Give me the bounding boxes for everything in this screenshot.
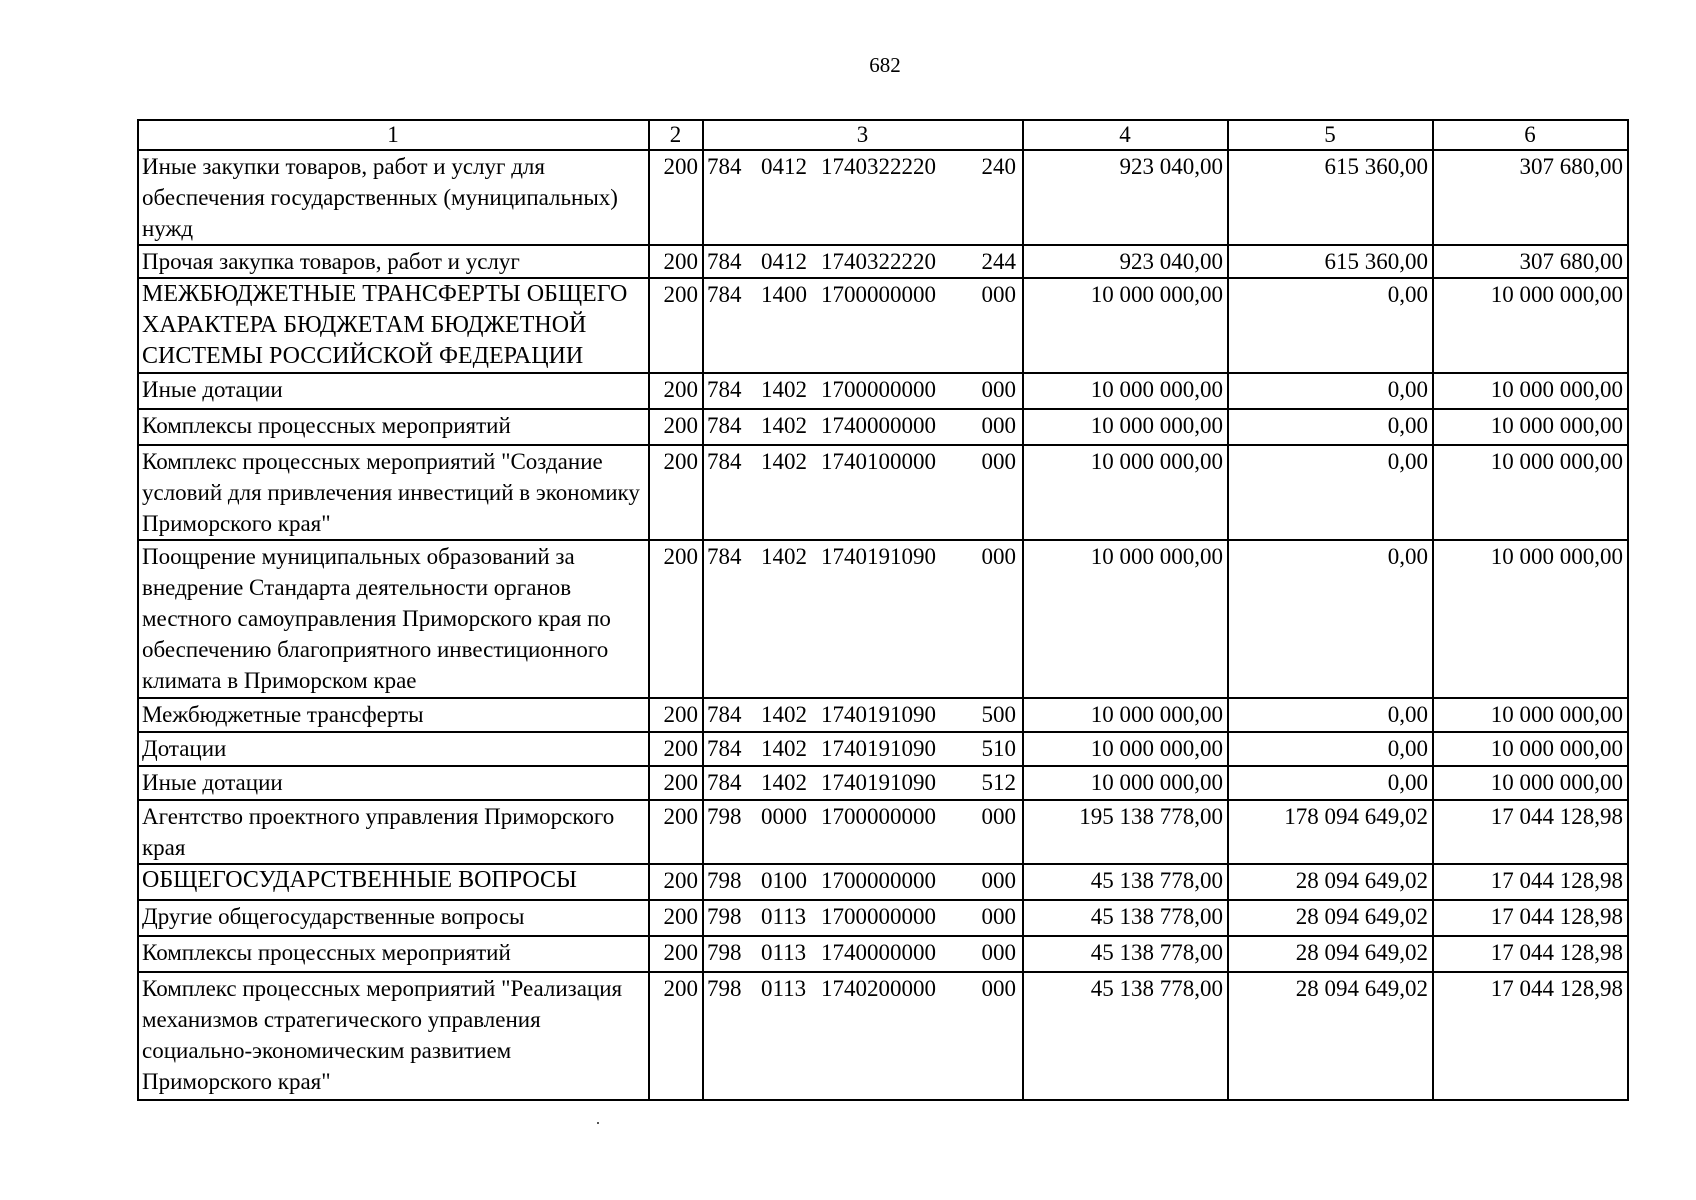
amount-5: 28 094 649,02 <box>1228 972 1433 1100</box>
section-code: 0412 <box>761 154 807 179</box>
expense-type-code: 000 <box>981 868 1016 893</box>
table-row <box>138 972 1628 1100</box>
row-classification <box>703 864 1023 900</box>
row-classification <box>703 278 1023 373</box>
table-row <box>138 864 1628 900</box>
expense-type-code: 244 <box>981 249 1016 274</box>
row-classification <box>703 900 1023 936</box>
table-row <box>138 445 1628 540</box>
row-code: 200 <box>649 373 703 409</box>
amount-5: 615 360,00 <box>1228 245 1433 278</box>
section-code: 0412 <box>761 249 807 274</box>
target-code: 1700000000 <box>821 804 936 829</box>
row-name: Комплекс процессных мероприятий "Реализация механизмов стратегического управления социально-экономическим развитием Приморского края" <box>138 972 649 1100</box>
ved-code: 798 <box>707 904 742 929</box>
amount-5: 0,00 <box>1228 445 1433 540</box>
amount-4: 195 138 778,00 <box>1023 800 1228 864</box>
amount-5: 0,00 <box>1228 766 1433 800</box>
amount-6: 10 000 000,00 <box>1433 698 1628 732</box>
table-row <box>138 150 1628 245</box>
amount-5: 0,00 <box>1228 732 1433 766</box>
expense-type-code: 510 <box>981 736 1016 761</box>
row-classification <box>703 972 1023 1100</box>
amount-6: 17 044 128,98 <box>1433 864 1628 900</box>
ved-code: 798 <box>707 940 742 965</box>
amount-5: 0,00 <box>1228 540 1433 698</box>
expense-type-code: 000 <box>981 940 1016 965</box>
amount-4: 10 000 000,00 <box>1023 698 1228 732</box>
target-code: 1740191090 <box>821 736 936 761</box>
amount-4: 45 138 778,00 <box>1023 972 1228 1100</box>
table-row <box>138 409 1628 445</box>
table-row <box>138 900 1628 936</box>
expense-type-code: 000 <box>981 377 1016 402</box>
amount-6: 10 000 000,00 <box>1433 540 1628 698</box>
row-classification <box>703 936 1023 972</box>
ved-code: 784 <box>707 544 742 569</box>
section-code: 0113 <box>761 976 807 1001</box>
table-row <box>138 732 1628 766</box>
amount-5: 0,00 <box>1228 373 1433 409</box>
amount-6: 10 000 000,00 <box>1433 278 1628 373</box>
row-classification <box>703 150 1023 245</box>
amount-4: 45 138 778,00 <box>1023 900 1228 936</box>
expense-type-code: 512 <box>981 770 1016 795</box>
row-classification <box>703 540 1023 698</box>
amount-6: 307 680,00 <box>1433 150 1628 245</box>
section-code: 1402 <box>761 736 807 761</box>
target-code: 1740200000 <box>821 976 936 1001</box>
target-code: 1700000000 <box>821 377 936 402</box>
row-code: 200 <box>649 800 703 864</box>
row-classification <box>703 766 1023 800</box>
target-code: 1740191090 <box>821 702 936 727</box>
target-code: 1700000000 <box>821 868 936 893</box>
amount-6: 17 044 128,98 <box>1433 900 1628 936</box>
row-classification <box>703 800 1023 864</box>
expense-type-code: 000 <box>981 976 1016 1001</box>
table-row <box>138 936 1628 972</box>
ved-code: 784 <box>707 282 742 307</box>
row-name: Иные дотации <box>138 373 649 409</box>
row-classification <box>703 732 1023 766</box>
expense-type-code: 000 <box>981 544 1016 569</box>
section-code: 1402 <box>761 702 807 727</box>
table-row <box>138 540 1628 698</box>
row-name: Агентство проектного управления Приморского края <box>138 800 649 864</box>
target-code: 1740322220 <box>821 249 936 274</box>
amount-5: 0,00 <box>1228 409 1433 445</box>
section-code: 1402 <box>761 770 807 795</box>
row-classification <box>703 373 1023 409</box>
row-code: 200 <box>649 245 703 278</box>
row-code: 200 <box>649 409 703 445</box>
section-code: 0100 <box>761 868 807 893</box>
expense-type-code: 000 <box>981 282 1016 307</box>
section-code: 0113 <box>761 904 807 929</box>
row-name: Прочая закупка товаров, работ и услуг <box>138 245 649 278</box>
row-code: 200 <box>649 278 703 373</box>
amount-6: 10 000 000,00 <box>1433 445 1628 540</box>
column-header: 3 <box>703 120 1023 150</box>
amount-4: 10 000 000,00 <box>1023 278 1228 373</box>
amount-4: 10 000 000,00 <box>1023 766 1228 800</box>
target-code: 1700000000 <box>821 282 936 307</box>
amount-6: 307 680,00 <box>1433 245 1628 278</box>
column-header: 4 <box>1023 120 1228 150</box>
row-classification <box>703 445 1023 540</box>
row-name: Дотации <box>138 732 649 766</box>
amount-4: 10 000 000,00 <box>1023 540 1228 698</box>
section-code: 0113 <box>761 940 807 965</box>
ved-code: 798 <box>707 976 742 1001</box>
amount-6: 10 000 000,00 <box>1433 766 1628 800</box>
header-row <box>138 120 1628 150</box>
section-code: 1402 <box>761 449 807 474</box>
row-name: Комплексы процессных мероприятий <box>138 936 649 972</box>
row-name: Комплекс процессных мероприятий "Создание условий для привлечения инвестиций в экономику Приморского края" <box>138 445 649 540</box>
amount-5: 0,00 <box>1228 698 1433 732</box>
row-classification <box>703 698 1023 732</box>
row-name: Поощрение муниципальных образований за внедрение Стандарта деятельности органов местного самоуправления Приморского края по обеспечению благоприятного инвестиционного климата в Приморском крае <box>138 540 649 698</box>
table-row <box>138 245 1628 278</box>
amount-6: 10 000 000,00 <box>1433 732 1628 766</box>
expense-type-code: 000 <box>981 449 1016 474</box>
amount-5: 178 094 649,02 <box>1228 800 1433 864</box>
target-code: 1740322220 <box>821 154 936 179</box>
amount-4: 45 138 778,00 <box>1023 936 1228 972</box>
target-code: 1740191090 <box>821 770 936 795</box>
expense-type-code: 500 <box>981 702 1016 727</box>
section-code: 1402 <box>761 544 807 569</box>
row-name: Межбюджетные трансферты <box>138 698 649 732</box>
ved-code: 798 <box>707 804 742 829</box>
expense-type-code: 000 <box>981 804 1016 829</box>
amount-4: 10 000 000,00 <box>1023 732 1228 766</box>
section-code: 0000 <box>761 804 807 829</box>
column-header: 1 <box>138 120 649 150</box>
row-name: Иные дотации <box>138 766 649 800</box>
table-row <box>138 373 1628 409</box>
target-code: 1740191090 <box>821 544 936 569</box>
ved-code: 784 <box>707 154 742 179</box>
ved-code: 784 <box>707 377 742 402</box>
row-classification <box>703 245 1023 278</box>
amount-6: 10 000 000,00 <box>1433 409 1628 445</box>
row-name: Комплексы процессных мероприятий <box>138 409 649 445</box>
table-row <box>138 800 1628 864</box>
row-code: 200 <box>649 732 703 766</box>
row-code: 200 <box>649 972 703 1100</box>
table-row <box>138 766 1628 800</box>
target-code: 1700000000 <box>821 904 936 929</box>
budget-table <box>137 119 1629 1101</box>
row-name: ОБЩЕГОСУДАРСТВЕННЫЕ ВОПРОСЫ <box>138 864 649 900</box>
page-number: 682 <box>869 53 901 77</box>
expense-type-code: 000 <box>981 413 1016 438</box>
column-header: 6 <box>1433 120 1628 150</box>
row-name: Иные закупки товаров, работ и услуг для обеспечения государственных (муниципальных) нужд <box>138 150 649 245</box>
row-code: 200 <box>649 698 703 732</box>
amount-6: 17 044 128,98 <box>1433 972 1628 1100</box>
scan-speck <box>597 1122 599 1124</box>
ved-code: 784 <box>707 702 742 727</box>
amount-6: 17 044 128,98 <box>1433 936 1628 972</box>
amount-5: 28 094 649,02 <box>1228 864 1433 900</box>
expense-type-code: 000 <box>981 904 1016 929</box>
amount-4: 923 040,00 <box>1023 150 1228 245</box>
target-code: 1740000000 <box>821 413 936 438</box>
ved-code: 784 <box>707 413 742 438</box>
row-code: 200 <box>649 864 703 900</box>
target-code: 1740100000 <box>821 449 936 474</box>
amount-4: 923 040,00 <box>1023 245 1228 278</box>
column-header: 5 <box>1228 120 1433 150</box>
row-name: Другие общегосударственные вопросы <box>138 900 649 936</box>
ved-code: 798 <box>707 868 742 893</box>
row-code: 200 <box>649 936 703 972</box>
ved-code: 784 <box>707 770 742 795</box>
target-code: 1740000000 <box>821 940 936 965</box>
row-code: 200 <box>649 445 703 540</box>
amount-4: 10 000 000,00 <box>1023 409 1228 445</box>
amount-4: 45 138 778,00 <box>1023 864 1228 900</box>
amount-5: 615 360,00 <box>1228 150 1433 245</box>
ved-code: 784 <box>707 449 742 474</box>
amount-5: 0,00 <box>1228 278 1433 373</box>
expense-type-code: 240 <box>981 154 1016 179</box>
row-name: МЕЖБЮДЖЕТНЫЕ ТРАНСФЕРТЫ ОБЩЕГО ХАРАКТЕРА БЮДЖЕТАМ БЮДЖЕТНОЙ СИСТЕМЫ РОССИЙСКОЙ ФЕДЕРАЦИИ <box>138 278 649 373</box>
ved-code: 784 <box>707 736 742 761</box>
amount-5: 28 094 649,02 <box>1228 900 1433 936</box>
amount-6: 10 000 000,00 <box>1433 373 1628 409</box>
section-code: 1402 <box>761 377 807 402</box>
section-code: 1400 <box>761 282 807 307</box>
row-code: 200 <box>649 900 703 936</box>
column-header: 2 <box>649 120 703 150</box>
table-row <box>138 698 1628 732</box>
table-row <box>138 278 1628 373</box>
ved-code: 784 <box>707 249 742 274</box>
row-code: 200 <box>649 766 703 800</box>
row-classification <box>703 409 1023 445</box>
row-code: 200 <box>649 150 703 245</box>
amount-5: 28 094 649,02 <box>1228 936 1433 972</box>
amount-4: 10 000 000,00 <box>1023 373 1228 409</box>
amount-4: 10 000 000,00 <box>1023 445 1228 540</box>
row-code: 200 <box>649 540 703 698</box>
section-code: 1402 <box>761 413 807 438</box>
amount-6: 17 044 128,98 <box>1433 800 1628 864</box>
